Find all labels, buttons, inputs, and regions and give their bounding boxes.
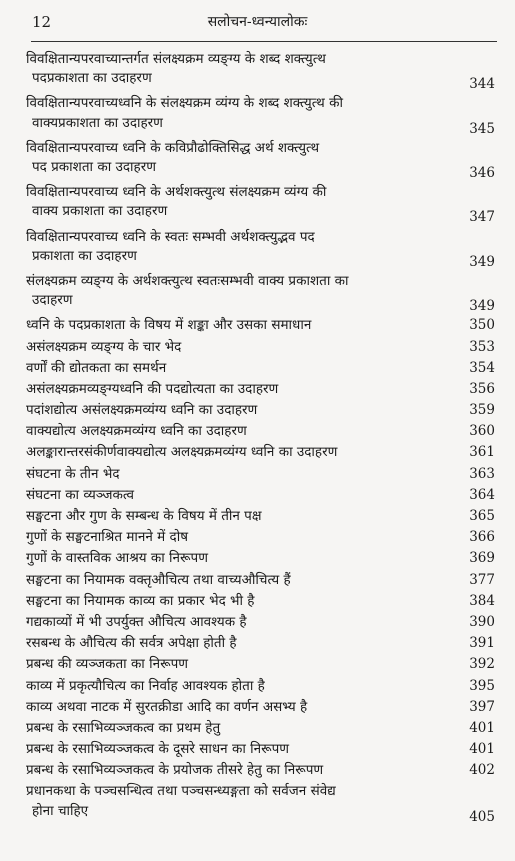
toc-entry: [26, 94, 495, 138]
toc-entry-title: गुणों के वास्तविक आश्रय का निरूपण: [26, 550, 208, 567]
toc-entry: [26, 50, 495, 94]
toc-entry: [26, 139, 495, 183]
toc-entry-page-number: 391: [469, 635, 495, 652]
toc-entry-page-number: 345: [469, 120, 495, 137]
toc-entry-title: वाक्यद्योत्य अलक्ष्यक्रमव्यंग्य ध्वनि का उदाहरण: [26, 423, 247, 440]
toc-entry: [26, 443, 495, 464]
toc-entry-page-number: 360: [469, 423, 495, 440]
toc-entry: [26, 228, 495, 272]
toc-entry-title: काव्य में प्रकृत्यौचित्य का निर्वाह आवश्यक होता है: [26, 677, 265, 694]
toc-entry-title: प्रबन्ध की व्यञ्जकता का निरूपण: [26, 656, 189, 673]
toc-entry-title: ध्वनि के पदप्रकाशता के विषय में शङ्का और उसका समाधान: [26, 317, 312, 334]
toc-entry-page-number: 346: [469, 164, 495, 181]
toc-entry-page-number: 365: [469, 508, 495, 525]
toc-entry-title: प्रबन्ध के रसाभिव्यञ्जकत्व का प्रथम हेतु: [26, 719, 221, 736]
toc-entry-title: अलङ्कारान्तरसंकीर्णवाक्यद्योत्य अलक्ष्यक्रमव्यंग्य ध्वनि का उदाहरण: [26, 444, 338, 461]
toc-entry-page-number: 405: [469, 808, 495, 825]
toc-entry: [26, 634, 495, 655]
page-number: 12: [32, 13, 52, 31]
toc-entry-page-number: 363: [469, 465, 495, 482]
toc-entry: [26, 782, 495, 826]
toc-entry-title-continued: उदाहरण: [32, 292, 73, 309]
toc-entry-title: काव्य अथवा नाटक में सुरतक्रीडा आदि का वर्णन असभ्य है: [26, 698, 308, 715]
toc-entry-page-number: 359: [469, 402, 495, 419]
toc-entry-title: विवक्षितान्यपरवाच्य ध्वनि के कविप्रौढोक्तिसिद्ध अर्थ शक्त्युत्थ: [26, 139, 320, 156]
toc-entry-page-number: 366: [469, 529, 495, 546]
toc-entry-page-number: 369: [469, 550, 495, 567]
toc-entry: [26, 183, 495, 227]
toc-entry-title-continued: वाक्य प्रकाशता का उदाहरण: [32, 203, 168, 220]
toc-entry-page-number: 384: [469, 592, 495, 609]
toc-entry: [26, 549, 495, 570]
toc-entry: [26, 316, 495, 337]
toc-entry-title: असंलक्ष्यक्रम व्यङ्ग्य के चार भेद: [26, 338, 182, 355]
toc-entry-title-continued: पद प्रकाशता का उदाहरण: [32, 158, 157, 175]
toc-entry: [26, 528, 495, 549]
toc-entry-title: विवक्षितान्यपरवाच्य ध्वनि के अर्थशक्त्युत्थ संलक्ष्यक्रम व्यंग्य की: [26, 184, 327, 201]
toc-entry-page-number: 402: [469, 762, 495, 779]
toc-entry-page-number: 356: [469, 380, 495, 397]
toc-entry-page-number: 350: [469, 317, 495, 334]
toc-entry-title: विवक्षितान्यपरवाच्य ध्वनि के स्वतः सम्भवी अर्थशक्त्युद्भव पद: [26, 228, 315, 245]
toc-entry: [26, 422, 495, 443]
table-of-contents: [26, 50, 495, 827]
header-rule: [31, 41, 497, 42]
toc-entry: [26, 613, 495, 634]
toc-entry: [26, 401, 495, 422]
toc-entry: [26, 272, 495, 316]
toc-entry-page-number: 344: [469, 76, 495, 93]
toc-entry: [26, 465, 495, 486]
toc-entry-page-number: 361: [469, 444, 495, 461]
toc-entry: [26, 677, 495, 698]
toc-entry: [26, 740, 495, 761]
toc-entry-page-number: 390: [469, 613, 495, 630]
toc-entry-title: प्रबन्ध के रसाभिव्यञ्जकत्व के दूसरे साधन का निरूपण: [26, 741, 290, 758]
toc-entry-page-number: 364: [469, 486, 495, 503]
toc-entry-title: गद्यकाव्यों में भी उपर्युक्त औचित्य आवश्यक है: [26, 613, 247, 630]
toc-entry-page-number: 397: [469, 698, 495, 715]
toc-entry-title: पदांशद्योत्य असंलक्ष्यक्रमव्यंग्य ध्वनि का उदाहरण: [26, 402, 258, 419]
toc-entry: [26, 698, 495, 719]
toc-entry: [26, 655, 495, 676]
toc-entry-title: विवक्षितान्यपरवाच्यान्तर्गत संलक्ष्यक्रम व्यङ्ग्य के शब्द शक्त्युत्थ: [26, 51, 326, 67]
toc-entry-page-number: 392: [469, 656, 495, 673]
toc-entry-title: वर्णों की द्योतकता का समर्थन: [26, 359, 167, 376]
toc-entry-title: संघटना का व्यञ्जकत्व: [26, 486, 135, 503]
toc-entry: [26, 380, 495, 401]
toc-entry-page-number: 354: [469, 359, 495, 376]
toc-entry: [26, 338, 495, 359]
toc-entry-title: गुणों के सङ्घटनाश्रित मानने में दोष: [26, 529, 188, 546]
toc-entry-title: रसबन्ध के औचित्य की सर्वत्र अपेक्षा होती है: [26, 635, 237, 652]
running-title: सलोचन-ध्वन्यालोकः: [207, 14, 308, 30]
toc-entry: [26, 571, 495, 592]
toc-entry-title: सङ्घटना का नियामक काव्य का प्रकार भेद भी है: [26, 592, 255, 609]
toc-entry-title: प्रधानकथा के पञ्चसन्धित्व तथा पञ्चसन्ध्यङ्गता को सर्वजन संवेद्य: [26, 783, 336, 800]
toc-entry: [26, 507, 495, 528]
toc-entry-title: संघटना के तीन भेद: [26, 465, 120, 482]
toc-entry-title: विवक्षितान्यपरवाच्यध्वनि के संलक्ष्यक्रम व्यंग्य के शब्द शक्त्युत्थ की: [26, 95, 343, 112]
toc-entry: [26, 761, 495, 782]
toc-entry: [26, 486, 495, 507]
toc-entry-title-continued: पदप्रकाशता का उदाहरण: [32, 70, 152, 87]
toc-entry-page-number: 347: [469, 209, 495, 226]
toc-entry-page-number: 395: [469, 677, 495, 694]
toc-entry: [26, 719, 495, 740]
toc-entry: [26, 359, 495, 380]
toc-entry-page-number: 349: [469, 253, 495, 270]
toc-entry-title: असंलक्ष्यक्रमव्यङ्ग्यध्वनि की पदद्योत्यता का उदाहरण: [26, 380, 279, 397]
toc-entry-title: संलक्ष्यक्रम व्यङ्ग्य के अर्थशक्त्युत्थ स्वतःसम्भवी वाक्य प्रकाशता का: [26, 272, 349, 289]
toc-entry-title: प्रबन्ध के रसाभिव्यञ्जकत्व के प्रयोजक तीसरे हेतु का निरूपण: [26, 762, 324, 779]
toc-entry-title-continued: वाक्यप्रकाशता का उदाहरण: [32, 114, 163, 131]
page-header: [0, 12, 515, 38]
toc-entry-page-number: 401: [469, 719, 495, 736]
toc-entry-title: सङ्घटना का नियामक वक्तृऔचित्य तथा वाच्यऔचित्य हैं: [26, 571, 291, 588]
toc-entry-title-continued: प्रकाशता का उदाहरण: [32, 247, 137, 264]
toc-entry-page-number: 353: [469, 338, 495, 355]
toc-entry-page-number: 349: [469, 298, 495, 315]
toc-entry-page-number: 377: [469, 571, 495, 588]
toc-entry-page-number: 401: [469, 741, 495, 758]
toc-entry-title-continued: होना चाहिए: [32, 802, 89, 819]
toc-entry-title: सङ्घटना और गुण के सम्बन्ध के विषय में तीन पक्ष: [26, 508, 262, 525]
toc-entry: [26, 592, 495, 613]
